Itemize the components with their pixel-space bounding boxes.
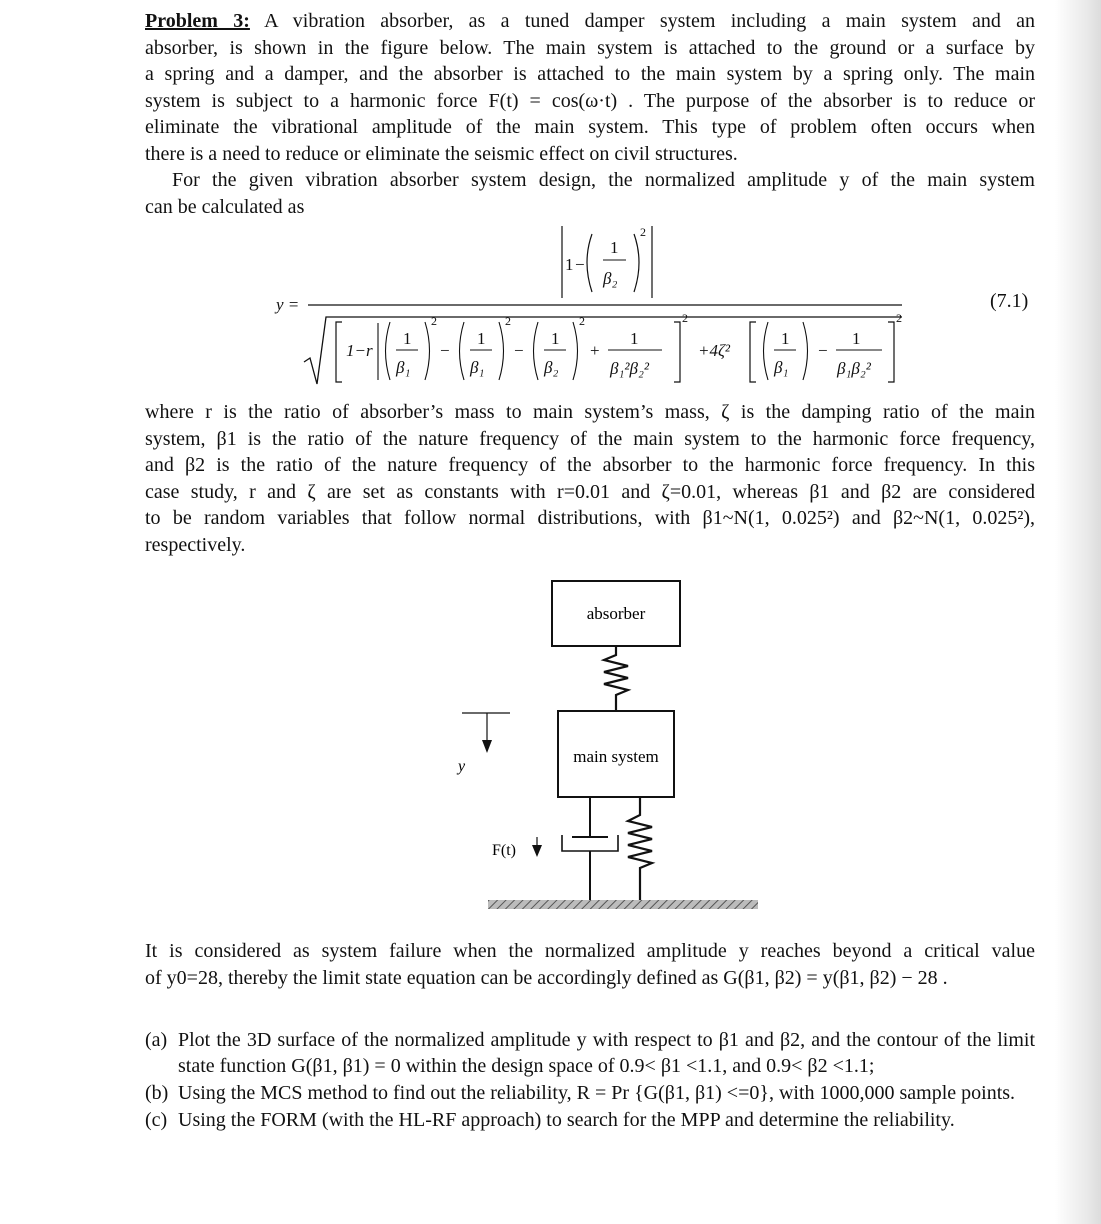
bracket2-sq: 2: [896, 311, 902, 325]
intro-line-4: system is subject to a harmonic force F(t) = cos(ω·t) . The purpose of the absorber is to reduce or: [145, 89, 1035, 112]
where-line-4: case study, r and ζ are set as constants with r=0.01 and ζ=0.01, whereas β1 and β2 are considered: [145, 480, 1035, 503]
intro-line-6: there is a need to reduce or eliminate the seismic effect on civil structures.: [145, 142, 738, 165]
failure-line-2: of y0=28, thereby the limit state equation can be accordingly defined as G(β1, β2) = y(β1, β2) − 28 .: [145, 966, 948, 989]
den-term2-one: 1: [477, 329, 486, 348]
formula-svg: [270, 222, 920, 392]
task-c-label: (c): [145, 1109, 168, 1131]
den-term3-beta: β₂: [544, 358, 559, 377]
den-paren2-left: [460, 322, 465, 380]
amplitude-formula: [270, 222, 920, 392]
den-term5-one: 1: [781, 329, 790, 348]
failure-paragraph: [145, 938, 1035, 991]
den-paren1-left: [386, 322, 391, 380]
absorber-label: absorber: [586, 604, 646, 623]
absorber-spring-icon: [604, 646, 628, 711]
num-frac-beta2: β₂: [603, 269, 618, 288]
den-minus2: −: [514, 341, 524, 360]
ground-spring-icon: [628, 797, 652, 900]
task-c-text: Using the FORM (with the HL-RF approach) to search for the MPP and determine the reliability.: [178, 1109, 955, 1131]
intro-line-5: eliminate the vibrational amplitude of the main system. This type of problem often occurs when: [145, 116, 1035, 138]
formula-lhs: y =: [276, 295, 300, 314]
y-arrow-head-icon: [482, 740, 492, 753]
where-line-3: and β2 is the ratio of the nature frequency of the absorber to the harmonic force frequency. In this: [145, 454, 1035, 476]
den-plus: +: [590, 341, 600, 360]
diagram-svg: [440, 575, 770, 915]
den-damp-term: +4ζ²: [698, 341, 730, 360]
where-line-1: where r is the ratio of absorber’s mass to main system’s mass, ζ is the damping ratio of the main: [145, 401, 1035, 423]
task-item-c: [145, 1107, 1035, 1133]
den-term3-sq: 2: [579, 314, 585, 328]
den-term1-one: 1: [403, 329, 412, 348]
den-paren1-right: [425, 322, 430, 380]
num-frac-one: 1: [610, 238, 619, 257]
task-list: [145, 1027, 1035, 1134]
bracket2-left: [750, 322, 756, 382]
task-b-text: Using the MCS method to find out the reliability, R = Pr {G(β1, β1) <=0}, with 1000,000 sample points.: [178, 1082, 1016, 1104]
ground-hatch: [488, 900, 758, 909]
force-label: F(t): [492, 842, 516, 859]
den-term1-sq: 2: [431, 314, 437, 328]
where-line-5: to be random variables that follow normal distributions, with β1~N(1, 0.025²) and β2~N(1, 0.025²),: [145, 507, 1035, 529]
radical-sign: [304, 317, 902, 384]
task-item-a: [145, 1027, 1035, 1079]
den-term2-sq: 2: [505, 314, 511, 328]
main-system-label: main system: [573, 747, 659, 766]
given-line-1: For the given vibration absorber system design, the normalized amplitude y of the main system: [172, 169, 1035, 191]
y-label: y: [458, 758, 466, 775]
den-term5-beta: β₁: [774, 358, 789, 377]
problem-label: Problem 3:: [145, 10, 250, 32]
den-paren5-left: [764, 322, 769, 380]
equation-number: (7.1): [990, 290, 1029, 312]
intro-line-1: Problem 3: A vibration absorber, as a tuned damper system including a main system and an: [145, 10, 1036, 32]
force-arrow-head-icon: [532, 845, 542, 857]
task-a-text: Plot the 3D surface of the normalized amplitude y with respect to β1 and β2, and the contour of the limit state function G(β1, β1) = 0 within the design space of 0.9< β1 <1.1, and 0.9< β2 <1.1;: [178, 1029, 1035, 1077]
den-term4-betas: β₁²β₂²: [610, 359, 649, 378]
den-term3-one: 1: [551, 329, 560, 348]
den-one-minus-r: 1−r: [346, 341, 373, 360]
intro-line-2: absorber, is shown in the figure below. The main system is attached to the ground or a surface by: [145, 36, 1035, 59]
task-b-label: (b): [145, 1082, 169, 1104]
den-paren3-left: [534, 322, 539, 380]
den-paren5-right: [803, 322, 808, 380]
den-term2-beta: β₁: [470, 358, 485, 377]
den-paren3-right: [573, 322, 578, 380]
absorber-diagram: [440, 575, 770, 915]
den-minus3: −: [818, 341, 828, 360]
task-a-label: (a): [145, 1029, 168, 1051]
page-edge-shadow: [1055, 0, 1101, 1224]
failure-line-1: It is considered as system failure when the normalized amplitude y reaches beyond a critical value: [145, 940, 1035, 962]
bracket1-sq: 2: [682, 311, 688, 325]
den-term4-one: 1: [630, 329, 639, 348]
bracket2-right: [888, 322, 894, 382]
den-term6-betas: β₁β₂²: [837, 359, 871, 378]
den-minus1: −: [440, 341, 450, 360]
num-paren-right: [634, 234, 639, 292]
den-term1-beta: β₁: [396, 358, 411, 377]
num-minus: −: [575, 255, 585, 274]
intro-line-3: a spring and a damper, and the absorber is attached to the main system by a spring only. The main: [145, 63, 1035, 85]
den-paren2-right: [499, 322, 504, 380]
num-paren-left: [587, 234, 592, 292]
where-line-6: respectively.: [145, 533, 246, 556]
num-one: 1: [565, 255, 574, 274]
where-line-2: system, β1 is the ratio of the nature frequency of the main system to the harmonic force frequency,: [145, 427, 1035, 450]
den-term6-one: 1: [852, 329, 861, 348]
bracket1-right: [674, 322, 680, 382]
num-square: 2: [640, 225, 646, 239]
intro-paragraph: [145, 8, 1035, 220]
task-item-b: [145, 1080, 1035, 1106]
given-line-2: can be calculated as: [145, 195, 305, 218]
where-paragraph: [145, 399, 1035, 558]
bracket1-left: [336, 322, 342, 382]
